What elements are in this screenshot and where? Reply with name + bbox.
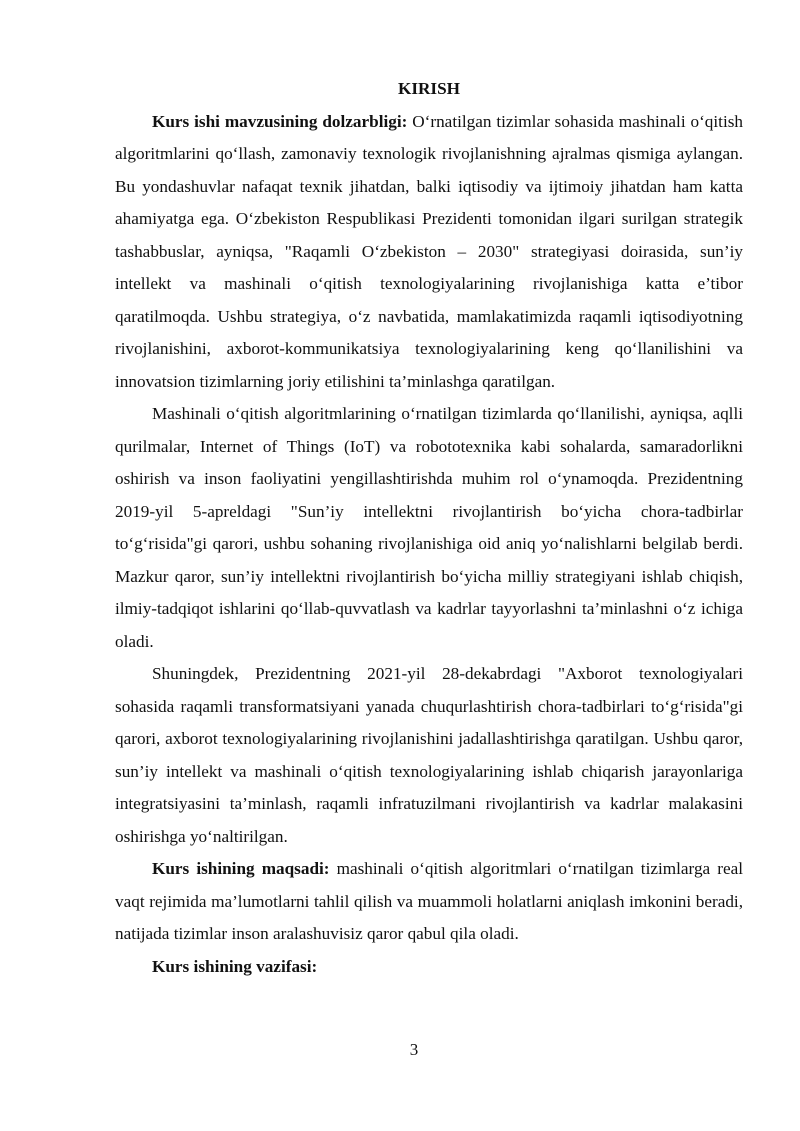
paragraph-tasks — [115, 951, 743, 984]
paragraph-text: Shuningdek, Prezidentning 2021-yil 28-dekabrdagi "Axborot texnologiyalari sohasida raqamli transformatsiyani yanada chuqurlashtirish chora-tadbirlari to‘g‘risida"gi qarori, axborot texnologiyalarining rivojlanishini jadallashtirishga qaratilgan. Ushbu qaror, sun’iy intellekt va mashinali o‘qitish texnologiyalarining ishlab chiqarish jarayonlariga integratsiyasini ta’minlash, raqamli infratuzilmani rivojlantirish va kadrlar malakasini oshirishga yo‘naltirilgan. — [115, 664, 743, 846]
page-content — [115, 73, 743, 983]
paragraph-text: mashinali o‘qitish algoritmlari o‘rnatilgan tizimlarga real vaqt rejimida ma’lumotlarni tahlil qilish va muammoli holatlarni aniqlash imkonini beradi, natijada tizimlar inson aralashuvisiz qaror qabul qila oladi. — [115, 859, 744, 943]
page-number: 3 — [409, 1040, 419, 1059]
paragraph-lead: Kurs ishi mavzusining dolzarbligi: — [152, 111, 408, 131]
paragraph-text: Mashinali o‘qitish algoritmlarining o‘rnatilgan tizimlarda qo‘llanilishi, ayniqsa, aqlli qurilmalar, Internet of Things (IoT) va robototexnika kabi sohalarda, samaradorlikni oshirish va inson faoliyatini yengillashtirishda muhim rol o‘ynamoqda. Prezidentning 2019-yil 5-apreldagi "Sun’iy intellektni rivojlantirish bo‘yicha chora-tadbirlar to‘g‘risida"gi qarori, ushbu sohaning rivojlanishiga oid aniq yo‘nalishlarni belgilab berdi. Mazkur qaror, sun’iy intellektni rivojlantirish bo‘yicha milliy strategiyani ishlab chiqish, ilmiy-tadqiqot ishlarini qo‘llab-quvvatlash va kadrlar tayyorlashni ta’minlashni o‘z ichiga oladi. — [115, 404, 743, 651]
paragraph-goal — [115, 853, 743, 951]
paragraph-lead: Kurs ishining maqsadi: — [152, 859, 330, 878]
paragraph-digital-transformation — [115, 658, 743, 853]
paragraph-text: O‘rnatilgan tizimlar sohasida mashinali o‘qitish algoritmlarini qo‘llash, zamonaviy texnologik rivojlanishning ajralmas qismiga aylangan. Bu yondashuvlar nafaqat texnik jihatdan, balki iqtisodiy va ijtimoiy jihatdan ham katta ahamiyatga ega. O‘zbekiston Respublikasi Prezidenti tomonidan ilgari surilgan strategik tashabbuslar, ayniqsa, "Raqamli O‘zbekiston – 2030" strategiyasi doirasida, sun’iy intellekt va mashinali o‘qitish texnologiyalarining rivojlanishiga katta e’tibor qaratilmoqda. Ushbu strategiya, o‘z navbatida, mamlakatimizda raqamli iqtisodiyotning rivojlanishini, axborot-kommunikatsiya texnologiyalarining keng qo‘llanilishini va innovatsion tizimlarning joriy etilishini ta’minlashga qaratilgan. — [115, 111, 744, 391]
section-title: KIRISH — [397, 79, 461, 98]
paragraph-ml-algorithms — [115, 398, 743, 658]
paragraph-relevance — [115, 106, 743, 399]
paragraph-lead: Kurs ishining vazifasi: — [152, 956, 318, 976]
